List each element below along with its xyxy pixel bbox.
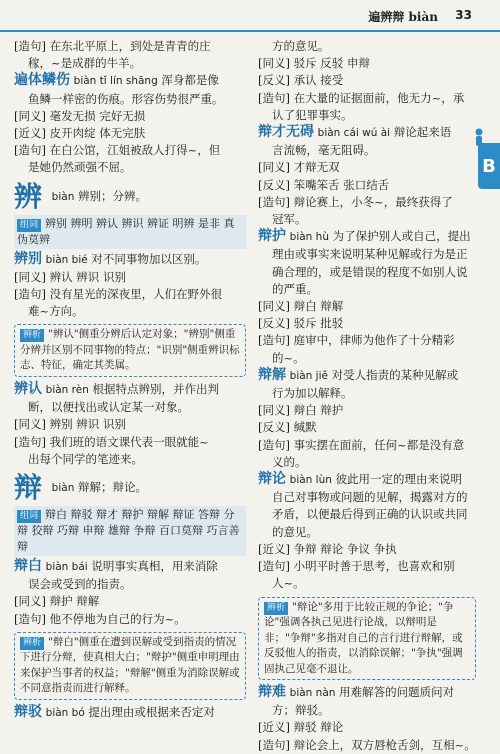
usage-note: [14, 324, 246, 377]
text-line: [反义] 驳斥 批驳: [258, 316, 344, 331]
entry-def: 彼此用一定的理由来说明: [335, 472, 463, 487]
text-line: 是她仍然顽强不屈。: [28, 160, 132, 175]
entry-bianhu: [258, 228, 476, 367]
note-tag: 辨析: [264, 602, 288, 615]
entry-pinyin: biàn bó: [45, 706, 85, 719]
text-line: [造句] 庭审中，律师为他作了十分精彩: [258, 333, 455, 348]
text-line: 稼，~是成群的牛羊。: [28, 56, 142, 71]
text-line: [同义] 辨认 辨识 识别: [14, 269, 126, 284]
text-line: [近义] 争辩 辩论 争议 争执: [258, 541, 397, 556]
entry-bianbo: [14, 704, 246, 722]
text-line: [同义] 才辩无双: [258, 160, 340, 175]
note-text: "辨认"侧重分辨后认定对象；"辨别"侧重分辨并区别不同事物的特点；"识别"侧重辨识标志、特征，确定其类属。: [20, 328, 240, 372]
entry-def: 对不同事物加以区别。: [91, 251, 207, 266]
head-character: 辨: [14, 179, 43, 213]
entry-pinyin: biàn tǐ lín shāng: [73, 75, 158, 88]
entry-def: 辩论起来语: [393, 125, 452, 140]
text-line: [造句] 我们班的语文课代表一眼就能~: [14, 434, 209, 449]
char-pinyin: biàn: [51, 481, 75, 494]
text-line: [反义] 缄默: [258, 420, 317, 435]
text-line: 方的意见。: [272, 39, 330, 53]
page-header: [0, 0, 500, 32]
running-head: 遍辨辩 biàn: [368, 10, 438, 24]
entry-head: 辩才无碍: [258, 124, 314, 141]
entry-def: 言流畅，毫无阻碍。: [272, 143, 376, 158]
word-group-text: 辩白 辩驳 辩才 辩护 辩解 辩证 答辩 分辩 狡辩 巧辩 申辩 雄辩 争辩 百口莫辩 巧言善辩: [17, 507, 240, 553]
character-heading: [14, 472, 246, 504]
entry-pinyin: biàn hù: [289, 231, 329, 244]
entry-bianbie: [14, 251, 246, 321]
text-line: [造句] 在白公馆，江姐被敌人打得~，但: [14, 143, 221, 158]
page-number: 33: [455, 8, 472, 22]
text-line: [同义] 辩护 辩解: [14, 594, 100, 609]
entry-bianjie: [258, 367, 476, 471]
entry-def: 断，以便找出或认定某一对象。: [28, 400, 189, 415]
text-line: [同义] 辩白 辩护: [258, 403, 344, 418]
text-line: [同义] 驳斥 反驳 申辩: [258, 56, 370, 71]
entry-pinyin: biàn cái wú ài: [317, 127, 391, 140]
entry-def: 误会或受到的指责。: [28, 577, 132, 592]
entry-pinyin: biàn jiě: [289, 369, 328, 382]
text-line: [近义] 辩驳 辩论: [258, 720, 344, 735]
text-line: [反义] 笨嘴笨舌 张口结舌: [258, 177, 390, 192]
text-line: [同义] 辨别 辨识 识别: [14, 417, 126, 432]
usage-note: [258, 597, 476, 681]
character-heading: [14, 181, 246, 213]
text-line: [反义] 承认 接受: [258, 73, 344, 88]
letter-tab-label: B: [482, 155, 496, 177]
entry-bianbai: [14, 558, 246, 628]
text-line: [造句] 小明平时善于思考，也喜欢和别: [258, 559, 455, 574]
entry-def: 浑身都是像: [161, 73, 219, 88]
entry-head: 辨认: [14, 380, 42, 397]
text-line: [造句] 事实摆在面前，任何~都是没有意: [258, 437, 465, 452]
text-line: 冠军。: [272, 212, 307, 227]
text-line: [同义] 辩白 辩解: [258, 299, 344, 314]
word-group-tag: 组词: [17, 219, 41, 232]
entry-head: 辩论: [258, 471, 286, 488]
entry-pinyin: biàn bái: [45, 560, 88, 573]
right-column: [258, 38, 476, 752]
usage-note: [14, 632, 246, 700]
entry-head: 辨别: [14, 250, 42, 267]
entry-head: 辩驳: [14, 703, 42, 720]
entry-head: 遍体鳞伤: [14, 72, 70, 89]
head-character: 辩: [14, 470, 43, 504]
entry-pinyin: biàn lùn: [289, 474, 332, 487]
word-group-tag: 组词: [17, 510, 41, 523]
entry-def: 鱼鳞一样密的伤痕。形容伤势很严重。: [28, 91, 224, 106]
letter-tab[interactable]: [478, 143, 500, 189]
entry-def: 提出理由或根据来否定对: [88, 704, 215, 719]
left-column: [14, 38, 246, 718]
note-text: "辩白"侧重在遭到误解或受到指责的情况下进行分辩，使真相大白；"辩护"侧重申明理由来保护当事者的权益；"辩解"侧重为消除误解或不同意指责而进行解释。: [20, 635, 240, 695]
text-line: [造句] 辩论赛上，小冬~，最终获得了: [258, 194, 453, 209]
char-def: 辩解；辩论。: [78, 479, 147, 494]
text-line: 出每个同学的笔迹来。: [28, 451, 143, 466]
entry-def: 用难解答的问题质问对: [339, 685, 455, 699]
entry-def: 根据特点辨别，并作出判: [92, 381, 220, 396]
entry-def: 方；辩驳。: [272, 703, 330, 718]
text-line: 难~方向。: [28, 304, 84, 319]
entry-head: 辩白: [14, 557, 42, 574]
entry-head: 辩难: [258, 684, 286, 700]
text-line: 人~。: [272, 576, 305, 591]
char-pinyin: biàn: [51, 190, 75, 203]
entry-def: 行为加以解释。: [272, 386, 353, 401]
word-group: [14, 215, 246, 249]
text-line: [造句] 没有星光的深夜里，人们在野外很: [14, 287, 223, 302]
entry-def: 自己对事物或问题的见解，揭露对方的矛盾，以便最后得到正确的认识或共同的意见。: [272, 490, 468, 539]
entry-biancai-wuai: [258, 124, 476, 228]
entry-def: 为了保护别人或自己，提出: [332, 229, 471, 244]
text-line: 认了犯罪事实。: [272, 107, 353, 122]
char-def: 辨别；分辨。: [78, 188, 147, 203]
note-text: "辩论"多用于比较正规的争论；"争论"强调各执己见进行论战，以辩明是非；"争辩"多指对自己的言行进行辩解，或反驳他人的指责，以消除误解；"争执"强调固执己见毫不退让。: [264, 600, 463, 675]
entry-bianren: [14, 381, 246, 468]
entry-def: 对受人指责的某种见解或: [331, 367, 459, 382]
text-line: [近义] 皮开肉绽 体无完肤: [14, 126, 146, 141]
entry-head: 辩解: [258, 366, 286, 383]
text-line: [造句] 在东北平原上，到处是青青的庄: [14, 39, 211, 53]
entry-def: 理由或事实来说明某种见解或行为是正确合理的，或是错误的程度不如别人说的严重。: [272, 247, 468, 296]
entry-bianlun: [258, 471, 476, 592]
text-line: [造句] 辩论会上，双方唇枪舌剑，互相~。: [258, 737, 476, 752]
note-tag: 辨析: [20, 637, 44, 650]
entry-pinyin: biàn rèn: [45, 383, 89, 396]
text-line: 的~。: [272, 350, 305, 365]
entry-biannan: [258, 684, 476, 754]
word-group-text: 辨别 辨明 辨认 辨识 辨证 明辨 是非 真伪莫辨: [17, 216, 235, 246]
note-tag: 辨析: [20, 329, 44, 342]
word-group: [14, 506, 246, 556]
entry-bianti-linshang: [14, 72, 246, 176]
text-line: [造句] 他不停地为自己的行为~。: [14, 611, 186, 626]
entry-head: 辩护: [258, 228, 286, 245]
entry-pinyin: biàn bié: [45, 253, 88, 266]
entry-def: 说明事实真相，用来消除: [91, 558, 218, 573]
text-line: [同义] 毫发无损 完好无损: [14, 108, 146, 123]
text-line: [造句] 在大量的证据面前，他无力~，承: [258, 90, 465, 105]
entry-pinyin: biàn nàn: [289, 687, 336, 699]
text-line: 义的。: [272, 454, 307, 469]
